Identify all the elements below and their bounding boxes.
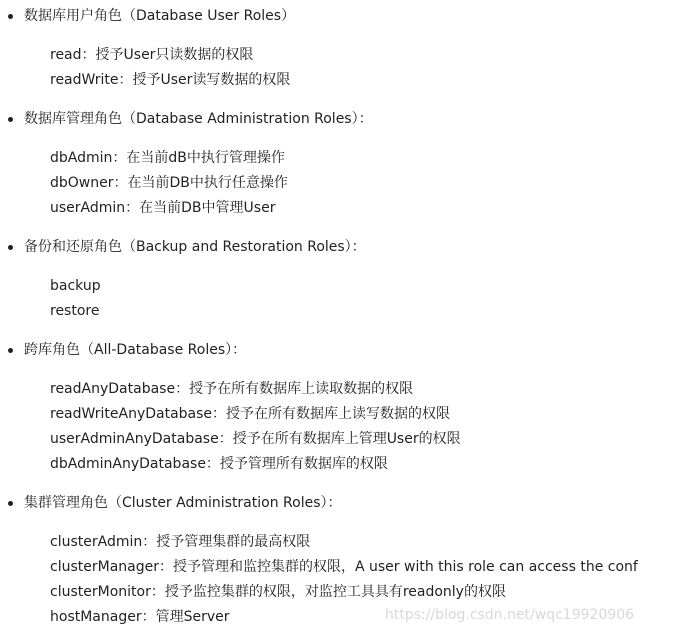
role-list [50, 148, 288, 223]
role-item-backup: backup [50, 278, 101, 294]
role-list [50, 379, 461, 479]
role-list [50, 45, 290, 95]
bullet-icon [8, 348, 13, 353]
role-item-hostmanager: hostManager：管理Server [50, 609, 230, 625]
role-item-restore: restore [50, 303, 100, 319]
bullet-icon [8, 501, 13, 506]
bullet-icon [8, 117, 13, 122]
role-item-dbadminanydatabase: dbAdminAnyDatabase：授予管理所有数据库的权限 [50, 456, 388, 472]
role-item-useradminanydatabase: userAdminAnyDatabase：授予在所有数据库上管理User的权限 [50, 431, 461, 447]
role-item-dbowner: dbOwner：在当前DB中执行任意操作 [50, 175, 288, 191]
section-title: 跨库角色（All-Database Roles）： [24, 342, 247, 358]
role-item-dbadmin: dbAdmin：在当前dB中执行管理操作 [50, 150, 285, 166]
section-title: 集群管理角色（Cluster Administration Roles）： [24, 495, 342, 511]
bullet-icon [8, 245, 13, 250]
role-item-read: read：授予User只读数据的权限 [50, 47, 254, 63]
role-item-clustermonitor: clusterMonitor：授予监控集群的权限，对监控工具具有readonly的权限 [50, 584, 506, 600]
role-item-readanydatabase: readAnyDatabase：授予在所有数据库上读取数据的权限 [50, 381, 414, 397]
section-title: 备份和还原角色（Backup and Restoration Roles）： [24, 239, 366, 255]
role-item-clustermanager: clusterManager：授予管理和监控集群的权限，A user with this role can access the conf [50, 559, 638, 575]
role-item-readwriteanydatabase: readWriteAnyDatabase：授予在所有数据库上读写数据的权限 [50, 406, 451, 422]
role-item-readwrite: readWrite：授予User读写数据的权限 [50, 72, 291, 88]
role-item-useradmin: userAdmin：在当前DB中管理User [50, 200, 276, 216]
watermark-url: https://blog.csdn.net/wqc19920906 [385, 607, 635, 623]
section-title: 数据库管理角色（Database Administration Roles）： [24, 111, 373, 127]
section-title: 数据库用户角色（Database User Roles） [24, 8, 296, 24]
role-list [50, 276, 101, 326]
bullet-icon [8, 14, 13, 19]
role-item-clusteradmin: clusterAdmin：授予管理集群的最高权限 [50, 534, 311, 550]
